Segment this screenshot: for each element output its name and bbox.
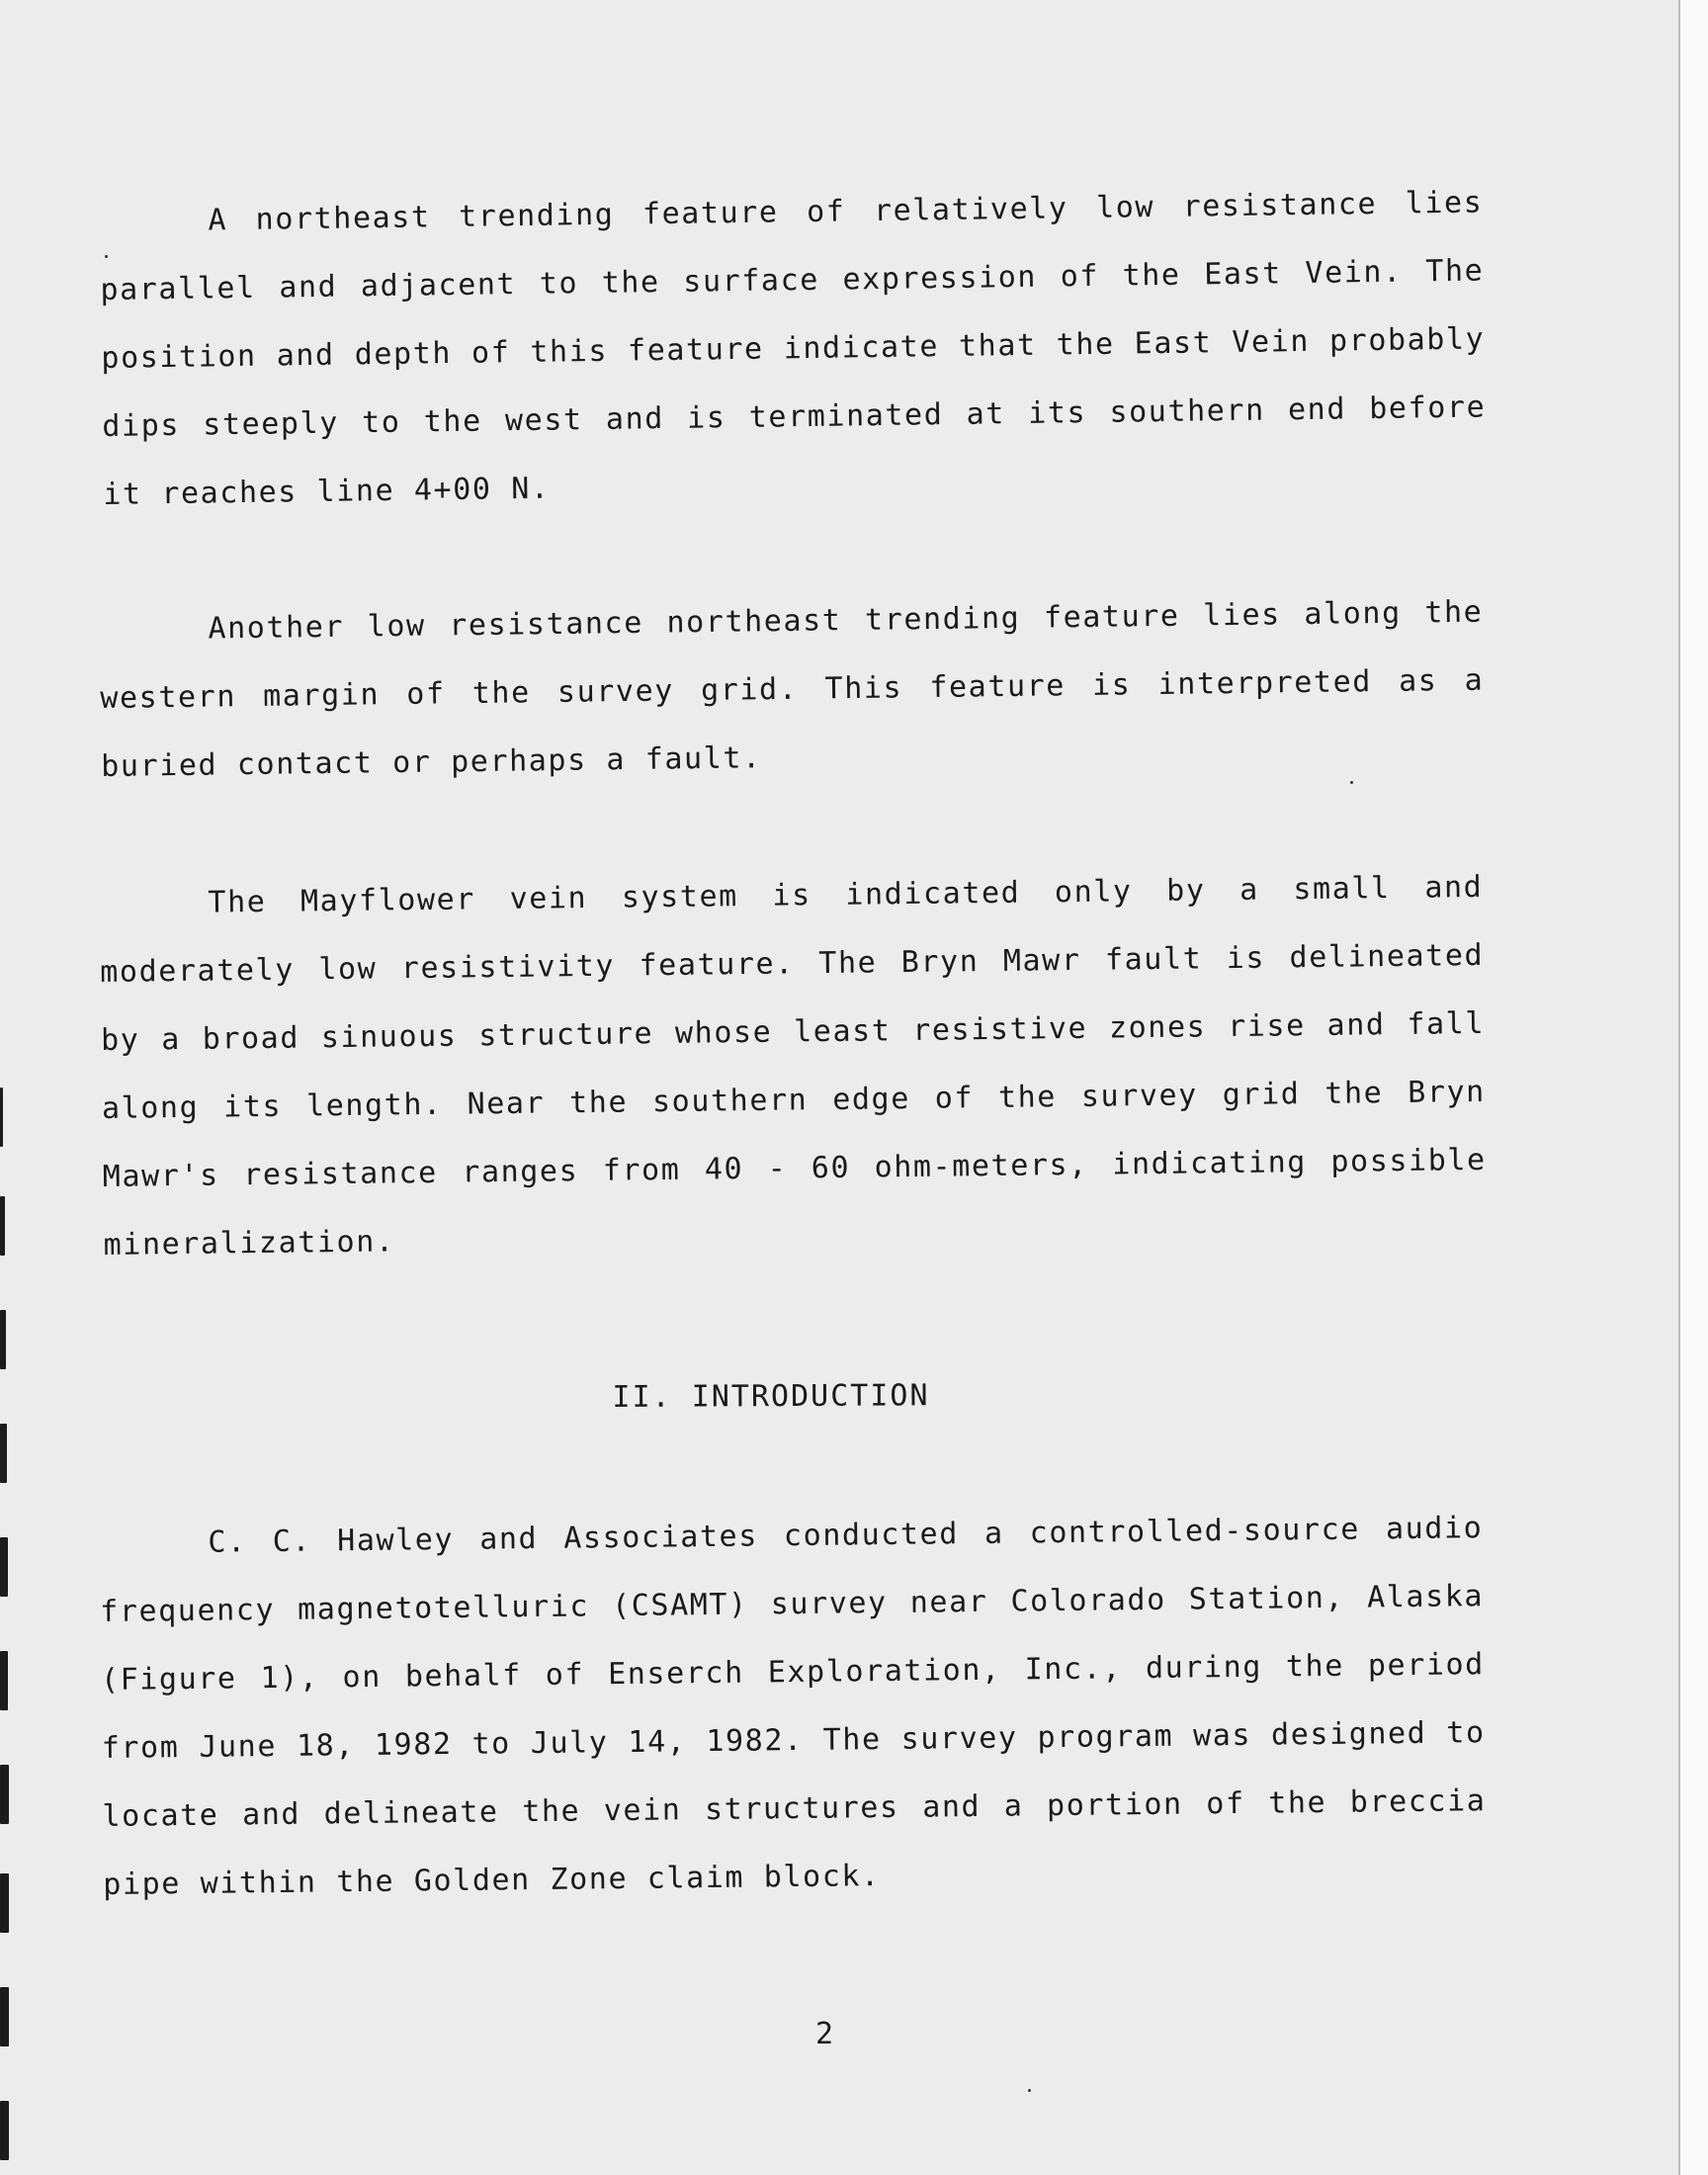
binding-mark <box>0 1310 6 1369</box>
section-heading: II. INTRODUCTION <box>612 1378 930 1415</box>
paragraph-east-vein: A northeast trending feature of relatively low resistance lies parallel and adjacent to the surface expression of the East Vein. The position and depth of this feature indicate that the East Vein probably dips steeply to the west and is terminated at its southern end before it reaches line 4+00 N. <box>100 185 1487 512</box>
binding-mark <box>0 1196 5 1256</box>
binding-mark <box>0 1424 7 1483</box>
paragraph-western-margin: Another low resistance northeast trending feature lies along the western margin of the survey grid. This feature is interpreted as a buried contact or perhaps a fault. <box>100 594 1485 784</box>
page-edge <box>1678 0 1708 2175</box>
paragraph-introduction: C. C. Hawley and Associates conducted a controlled-source audio frequency magnetotelluric (CSAMT) survey near Colorado Station, Alaska (Figure 1), on behalf of Enserch Exploration, Inc., during the period from June 18, 1982 to July 14, 1982. The survey program was designed to locate and delineate the vein structures and a portion of the breccia pipe within the Golden Zone claim block. <box>99 1511 1487 1902</box>
scan-speck <box>1028 2089 1031 2092</box>
binding-mark <box>0 1088 3 1147</box>
binding-mark <box>0 1873 9 1933</box>
body-text <box>99 185 1487 1919</box>
binding-mark <box>0 2101 9 2160</box>
paragraph-mayflower: The Mayflower vein system is indicated only by a small and moderately low resistivity feature. The Bryn Mawr fault is delineated by a broad sinuous structure whose least resistive zones rise and fall along its length. Near the southern edge of the survey grid the Bryn Mawr's resistance ranges from 40 - 60 ohm-meters, indicating possible mineralization. <box>100 869 1487 1262</box>
page-number: 2 <box>814 2017 834 2051</box>
binding-mark <box>0 1651 8 1710</box>
binding-mark <box>0 1765 9 1824</box>
binding-mark <box>0 1537 8 1597</box>
